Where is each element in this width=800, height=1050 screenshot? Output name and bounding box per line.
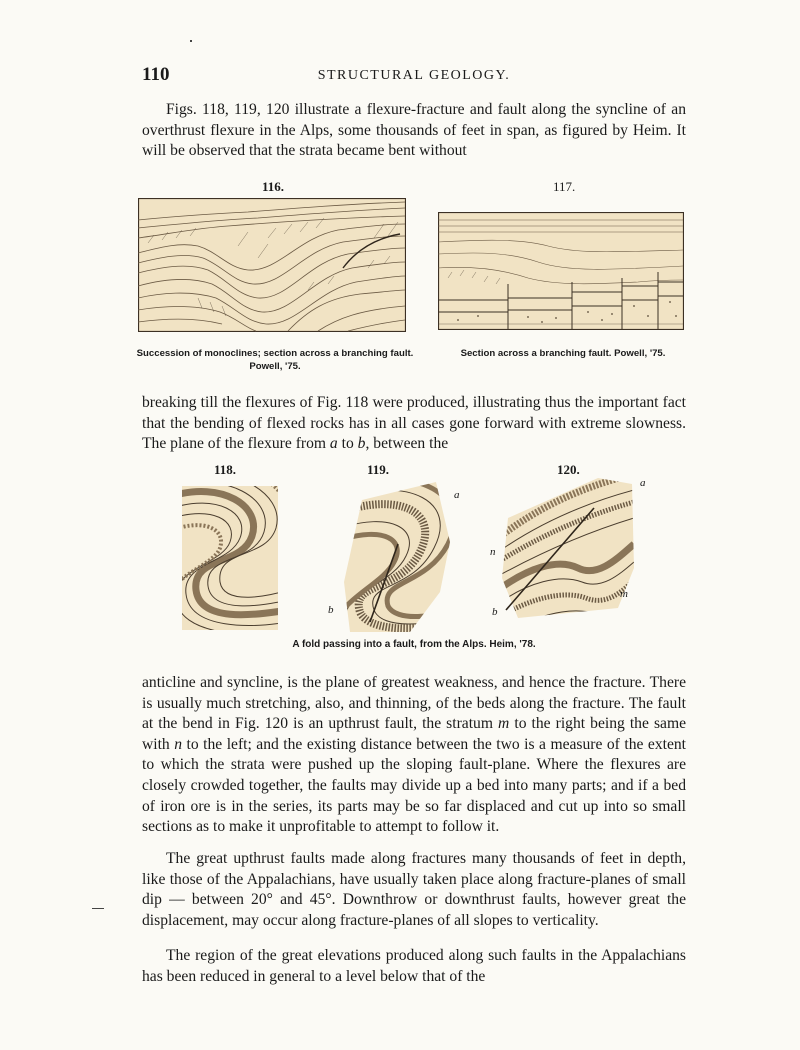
page-number: 110 (142, 64, 170, 85)
figure-119-number: 119. (367, 462, 390, 477)
paragraph-3 (142, 673, 686, 838)
paragraph-3-text-1: anticline and syncline, is the plane of greatest weakness, and hence the fracture. There is usually much stretching, also, and thinning, of the beds along the fracture. The fault at the bend in Fig. 120 is an upthrust fault, the stratum (142, 674, 686, 733)
paragraph-4: The great upthrust faults made along fractures many thousands of feet in depth, like those of the Appalachians, have usually taken place along fracture-planes of small dip — between 20° and 45°. Downthrow or downthrust faults, however great the displacement, may occur along fracture-planes of all slopes to verticality. (142, 850, 686, 929)
figure-120-number: 120. (557, 462, 580, 477)
paragraph-3-letter-m: m (498, 715, 510, 733)
margin-mark (92, 908, 104, 909)
paragraph-3-text-2: to the right being the same with (142, 715, 686, 753)
paragraph-2-letter-b: b (357, 435, 366, 453)
figures-118-120-caption: A fold passing into a fault, from the Alps. Heim, '78. (292, 639, 536, 650)
figure-120-label-m: m (620, 588, 628, 600)
figure-117-illustration (438, 212, 684, 330)
figure-118-illustration (182, 486, 278, 630)
figure-117-caption: Section across a branching fault. Powell, '75. (460, 348, 666, 359)
paragraph-1: Figs. 118, 119, 120 illustrate a flexure-fracture and fault along the syncline of an overthrust flexure in the Alps, some thousands of feet in span, as figured by Heim. It will be observed that the strata became bent without (142, 101, 686, 160)
figure-120-label-n: n (490, 546, 496, 558)
paragraph-2 (142, 393, 686, 455)
paragraph-2-letter-a: a (329, 435, 338, 453)
figure-120-label-b: b (492, 606, 498, 618)
figure-116-number: 116. (262, 179, 285, 194)
running-head: STRUCTURAL GEOLOGY. (317, 68, 511, 83)
figure-119-label-a: a (454, 489, 460, 501)
paragraph-2-to: to (341, 435, 354, 453)
figure-119-label-b: b (328, 604, 334, 616)
paragraph-2-text: breaking till the flexures of Fig. 118 were produced, illustrating thus the important fact that the bending of flexed rocks has in all cases gone forward with extreme slowness. The plane of the flexure from (142, 394, 686, 453)
paragraph-2-end: , between the (365, 435, 449, 453)
figure-117-number: 117. (553, 179, 576, 194)
margin-speck (190, 40, 192, 42)
page-header (142, 64, 686, 90)
figure-118-number: 118. (214, 462, 237, 477)
paragraph-5: The region of the great elevations produced along such faults in the Appalachians has been reduced in general to a level below that of the (142, 947, 686, 985)
figure-120-label-a: a (640, 477, 646, 489)
figure-120-illustration (498, 478, 634, 618)
figure-119-illustration (340, 482, 460, 632)
figure-116-illustration (138, 198, 406, 332)
paragraph-3-text-3: to the left; and the existing distance between the two is a measure of the extent to which the strata were pushed up the sloping fault-plane. Where the flexures are closely crowded together, the faults may divide up a bed into many parts; and if a bed of iron ore is in the series, its parts may be so far displaced and cut up into so small sections as to make it unprofitable to attempt to follow it. (142, 735, 687, 836)
figure-116-caption: Succession of monoclines; section across a branching fault. Powell, '75. (136, 348, 414, 372)
paragraph-3-letter-n: n (174, 735, 183, 753)
